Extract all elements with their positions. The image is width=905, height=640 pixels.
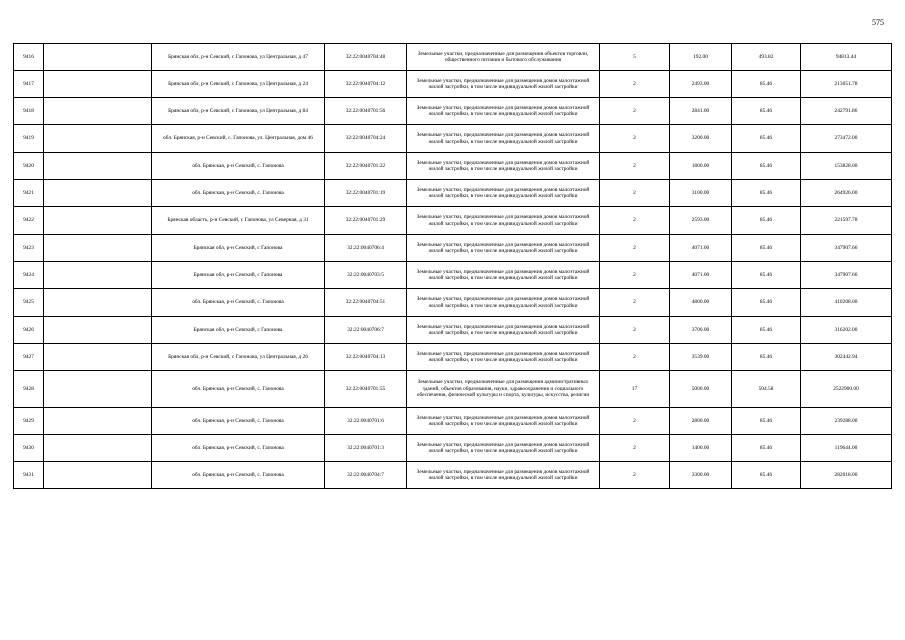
cadastral-number-cell: 32:22:0040706:7	[325, 317, 407, 344]
land-use-cell: Земельные участки, предназначенные для размещения домов малоэтажной жилой застройки, в том числе индивидуальной жилой застройки	[407, 462, 600, 489]
table-row	[14, 462, 892, 489]
cadastral-value-cell: 242791.86	[801, 98, 892, 125]
table-row	[14, 408, 892, 435]
cadastral-value-cell: 94813.44	[801, 44, 892, 71]
row-number-cell: 9419	[14, 125, 44, 153]
area-cell: 2841.00	[670, 98, 732, 125]
land-use-cell: Земельные участки, предназначенные для размещения домов малоэтажной жилой застройки, в том числе индивидуальной жилой застройки	[407, 317, 600, 344]
rate-cell: 85.46	[732, 180, 801, 207]
address-cell: обл. Брянская, р-н Севский, с. Гапонова, ул. Центральная, дом 46	[152, 125, 325, 153]
rate-cell: 504.58	[732, 371, 801, 408]
cadastral-value-cell: 2522900.00	[801, 371, 892, 408]
address-cell: обл. Брянская, р-н Севский, с. Гапонова	[152, 289, 325, 317]
table-row	[14, 317, 892, 344]
rate-cell: 85.46	[732, 153, 801, 180]
area-cell: 5000.00	[670, 371, 732, 408]
use-code-cell: 2	[600, 98, 670, 125]
cadastral-value-cell: 316202.00	[801, 317, 892, 344]
area-cell: 1800.00	[670, 153, 732, 180]
rate-cell: 85.46	[732, 207, 801, 235]
rate-cell: 85.46	[732, 344, 801, 371]
land-use-cell: Земельные участки, предназначенные для размещения домов малоэтажной жилой застройки, в том числе индивидуальной жилой застройки	[407, 262, 600, 289]
address-cell: обл. Брянская, р-н Севский, с. Гапонова	[152, 180, 325, 207]
rate-cell: 85.46	[732, 435, 801, 462]
cadastral-value-cell: 119644.00	[801, 435, 892, 462]
row-number-cell: 9423	[14, 235, 44, 262]
land-use-cell: Земельные участки, предназначенные для размещения домов малоэтажной жилой застройки, в том числе индивидуальной жилой застройки	[407, 235, 600, 262]
table-row	[14, 207, 892, 235]
area-cell: 2800.00	[670, 408, 732, 435]
rate-cell: 85.46	[732, 125, 801, 153]
cadastral-value-cell: 273472.00	[801, 125, 892, 153]
spacer-cell	[44, 408, 152, 435]
land-use-cell: Земельные участки, предназначенные для размещения домов малоэтажной жилой застройки, в том числе индивидуальной жилой застройки	[407, 98, 600, 125]
cadastral-value-cell: 347907.66	[801, 235, 892, 262]
spacer-cell	[44, 344, 152, 371]
rate-cell: 85.46	[732, 98, 801, 125]
spacer-cell	[44, 262, 152, 289]
cadastral-value-cell: 282018.00	[801, 462, 892, 489]
cadastral-number-cell: 32:22:0040706:4	[325, 235, 407, 262]
rate-cell: 493.82	[732, 44, 801, 71]
use-code-cell: 2	[600, 317, 670, 344]
area-cell: 192.00	[670, 44, 732, 71]
address-cell: Брянская обл, р-н Севский, с Гапонова, ул Центральная, д 47	[152, 44, 325, 71]
area-cell: 4071.00	[670, 235, 732, 262]
rate-cell: 85.46	[732, 462, 801, 489]
cadastral-value-cell: 264926.00	[801, 180, 892, 207]
rate-cell: 85.46	[732, 262, 801, 289]
row-number-cell: 9417	[14, 71, 44, 98]
spacer-cell	[44, 71, 152, 98]
spacer-cell	[44, 371, 152, 408]
land-use-cell: Земельные участки, предназначенные для размещения домов малоэтажной жилой застройки, в том числе индивидуальной жилой застройки	[407, 180, 600, 207]
use-code-cell: 2	[600, 125, 670, 153]
table-row	[14, 44, 892, 71]
use-code-cell: 17	[600, 371, 670, 408]
table-row	[14, 344, 892, 371]
cadastral-value-cell: 221597.78	[801, 207, 892, 235]
cadastral-number-cell: 32:22:0040704:24	[325, 125, 407, 153]
spacer-cell	[44, 125, 152, 153]
spacer-cell	[44, 289, 152, 317]
area-cell: 4800.00	[670, 289, 732, 317]
address-cell: Брянская обл, р-н Севский, с Гапонова	[152, 317, 325, 344]
table-row	[14, 435, 892, 462]
address-cell: обл. Брянская, р-н Севский, с. Гапонова	[152, 371, 325, 408]
table-row	[14, 180, 892, 207]
use-code-cell: 2	[600, 462, 670, 489]
table-row	[14, 98, 892, 125]
row-number-cell: 9430	[14, 435, 44, 462]
address-cell: Брянская обл, р-н Севский, с Гапонова	[152, 235, 325, 262]
spacer-cell	[44, 98, 152, 125]
use-code-cell: 2	[600, 71, 670, 98]
spacer-cell	[44, 317, 152, 344]
land-use-cell: Земельные участки, предназначенные для размещения административных зданий, объектов образования, науки, здравоохранения и социального обеспечения, физической культуры и спорта, культуры, искусства, религии	[407, 371, 600, 408]
area-cell: 2493.00	[670, 71, 732, 98]
row-number-cell: 9420	[14, 153, 44, 180]
address-cell: Брянская обл, р-н Севский, с Гапонова	[152, 262, 325, 289]
page-number: 575	[872, 18, 884, 27]
use-code-cell: 2	[600, 289, 670, 317]
spacer-cell	[44, 153, 152, 180]
row-number-cell: 9425	[14, 289, 44, 317]
cadastral-value-cell: 410208.00	[801, 289, 892, 317]
area-cell: 3700.00	[670, 317, 732, 344]
land-use-cell: Земельные участки, предназначенные для размещения домов малоэтажной жилой застройки, в том числе индивидуальной жилой застройки	[407, 125, 600, 153]
use-code-cell: 2	[600, 262, 670, 289]
area-cell: 2593.00	[670, 207, 732, 235]
cadastral-number-cell: 32:22:0040703:5	[325, 262, 407, 289]
cadastral-number-cell: 32:22:0040704:48	[325, 44, 407, 71]
area-cell: 3100.00	[670, 180, 732, 207]
spacer-cell	[44, 435, 152, 462]
cadastral-number-cell: 32:22:0040701:19	[325, 180, 407, 207]
land-use-cell: Земельные участки, предназначенные для размещения домов малоэтажной жилой застройки, в том числе индивидуальной жилой застройки	[407, 153, 600, 180]
address-cell: обл. Брянская, р-н Севский, с. Гапонова	[152, 153, 325, 180]
row-number-cell: 9429	[14, 408, 44, 435]
rate-cell: 85.46	[732, 408, 801, 435]
use-code-cell: 5	[600, 44, 670, 71]
cadastral-number-cell: 32:22:0040704:12	[325, 71, 407, 98]
cadastral-value-cell: 239288.00	[801, 408, 892, 435]
table-row	[14, 153, 892, 180]
address-cell: обл. Брянская, р-н Севский, с. Гапонова	[152, 408, 325, 435]
table-row	[14, 289, 892, 317]
use-code-cell: 2	[600, 435, 670, 462]
table-row	[14, 125, 892, 153]
area-cell: 3300.00	[670, 462, 732, 489]
use-code-cell: 2	[600, 153, 670, 180]
cadastral-number-cell: 32:22:0040701:6	[325, 408, 407, 435]
row-number-cell: 9428	[14, 371, 44, 408]
cadastral-number-cell: 32:22:0040704:13	[325, 344, 407, 371]
table-body	[14, 44, 892, 489]
row-number-cell: 9426	[14, 317, 44, 344]
land-use-cell: Земельные участки, предназначенные для размещения домов малоэтажной жилой застройки, в том числе индивидуальной жилой застройки	[407, 435, 600, 462]
address-cell: обл. Брянская, р-н Севский, с. Гапонова	[152, 462, 325, 489]
cadastral-value-cell: 213051.78	[801, 71, 892, 98]
spacer-cell	[44, 44, 152, 71]
cadastral-value-cell: 153828.00	[801, 153, 892, 180]
cadastral-value-cell: 347907.66	[801, 262, 892, 289]
rate-cell: 85.46	[732, 71, 801, 98]
address-cell: Брянская обл, р-н Севский, с Гапонова, ул Центральная, д 24	[152, 71, 325, 98]
cadastral-number-cell: 32:22:0040704:51	[325, 289, 407, 317]
area-cell: 1400.00	[670, 435, 732, 462]
cadastral-number-cell: 32:22:0040701:56	[325, 98, 407, 125]
table-row	[14, 371, 892, 408]
address-cell: Брянская область, р-н Севский, с Гапонова, ул Северная, д 31	[152, 207, 325, 235]
row-number-cell: 9416	[14, 44, 44, 71]
cadastral-number-cell: 32:22:0040701:22	[325, 153, 407, 180]
use-code-cell: 2	[600, 207, 670, 235]
rate-cell: 85.46	[732, 317, 801, 344]
area-cell: 4071.00	[670, 262, 732, 289]
spacer-cell	[44, 207, 152, 235]
address-cell: Брянская обл, р-н Севский, с Гапонова, ул Центральная, д 84	[152, 98, 325, 125]
use-code-cell: 2	[600, 235, 670, 262]
row-number-cell: 9418	[14, 98, 44, 125]
land-use-cell: Земельные участки, предназначенные для размещения домов малоэтажной жилой застройки, в том числе индивидуальной жилой застройки	[407, 71, 600, 98]
row-number-cell: 9421	[14, 180, 44, 207]
cadastral-number-cell: 32:22:0040704:7	[325, 462, 407, 489]
table-row	[14, 71, 892, 98]
cadastral-value-cell: 302442.94	[801, 344, 892, 371]
area-cell: 3539.00	[670, 344, 732, 371]
land-use-cell: Земельные участки, предназначенные для размещения домов малоэтажной жилой застройки, в том числе индивидуальной жилой застройки	[407, 289, 600, 317]
cadastral-number-cell: 32:22:0040701:29	[325, 207, 407, 235]
cadastral-number-cell: 32:22:0040701:55	[325, 371, 407, 408]
rate-cell: 85.46	[732, 235, 801, 262]
row-number-cell: 9422	[14, 207, 44, 235]
land-use-cell: Земельные участки, предназначенные для размещения домов малоэтажной жилой застройки, в том числе индивидуальной жилой застройки	[407, 207, 600, 235]
use-code-cell: 2	[600, 180, 670, 207]
spacer-cell	[44, 462, 152, 489]
row-number-cell: 9424	[14, 262, 44, 289]
cadastral-number-cell: 32:22:0040701:3	[325, 435, 407, 462]
row-number-cell: 9431	[14, 462, 44, 489]
spacer-cell	[44, 180, 152, 207]
land-use-cell: Земельные участки, предназначенные для размещения домов малоэтажной жилой застройки, в том числе индивидуальной жилой застройки	[407, 344, 600, 371]
table-row	[14, 262, 892, 289]
spacer-cell	[44, 235, 152, 262]
use-code-cell: 2	[600, 344, 670, 371]
land-registry-table	[13, 43, 892, 489]
land-use-cell: Земельные участки, предназначенные для размещения домов малоэтажной жилой застройки, в том числе индивидуальной жилой застройки	[407, 408, 600, 435]
address-cell: обл. Брянская, р-н Севский, с. Гапонова	[152, 435, 325, 462]
table-row	[14, 235, 892, 262]
land-use-cell: Земельные участки, предназначенные для размещения объектов торговли, общественного питания и бытового обслуживания	[407, 44, 600, 71]
use-code-cell: 2	[600, 408, 670, 435]
area-cell: 3200.00	[670, 125, 732, 153]
address-cell: Брянская обл, р-н Севский, с Гапонова, ул Центральная, д 26	[152, 344, 325, 371]
rate-cell: 85.46	[732, 289, 801, 317]
row-number-cell: 9427	[14, 344, 44, 371]
